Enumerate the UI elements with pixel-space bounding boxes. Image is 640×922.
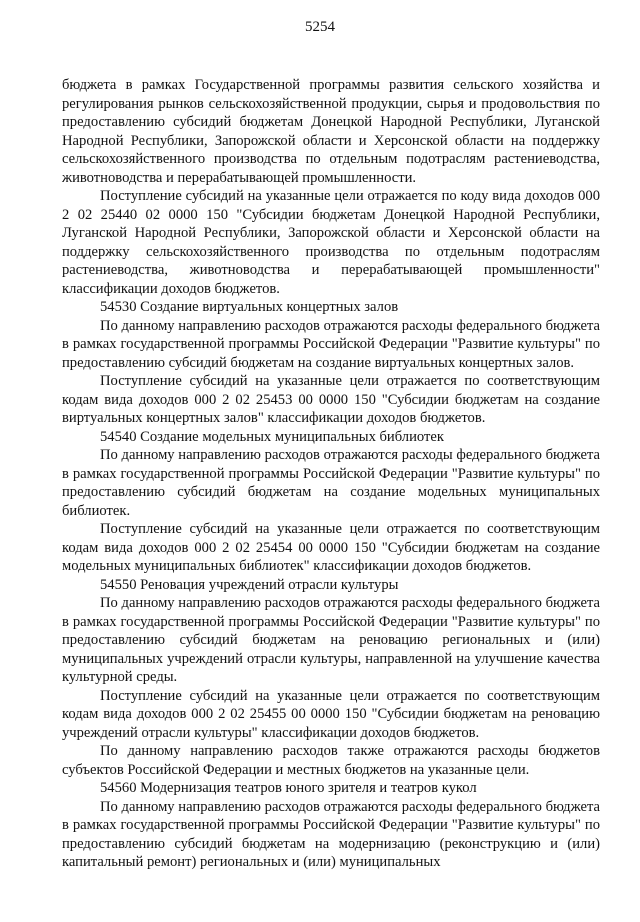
paragraph-54560-expenses: По данному направлению расходов отражаются расходы федерального бюджета в рамках государственной программы Российской Федерации "Развитие культуры" по предоставлению субсидий бюджетам на модернизацию (реконструкцию и (или) капитальный ремонт) региональных и (или) муниципальных bbox=[62, 798, 600, 870]
paragraph-54550-expenses: По данному направлению расходов отражаются расходы федерального бюджета в рамках государственной программы Российской Федерации "Развитие культуры" по предоставлению субсидий бюджетам на реновацию региональных и (или) муниципальных учреждений отрасли культуры, направленной на улучшение качества культурной среды. bbox=[62, 595, 600, 685]
paragraph-54540-expenses: По данному направлению расходов отражаются расходы федерального бюджета в рамках государственной программы Российской Федерации "Развитие культуры" по предоставлению субсидий бюджетам на создание модельных муниципальных библиотек. bbox=[62, 447, 600, 519]
paragraph-54530-expenses: По данному направлению расходов отражаются расходы федерального бюджета в рамках государственной программы Российской Федерации "Развитие культуры" по предоставлению субсидий бюджетам на создание виртуальных концертных залов. bbox=[62, 317, 600, 371]
paragraph-54550-regional: По данному направлению расходов также отражаются расходы бюджетов субъектов Российской Федерации и местных бюджетов на указанные цели. bbox=[62, 743, 600, 778]
page-number: 5254 bbox=[305, 19, 335, 35]
heading-54540: 54540 Создание модельных муниципальных библиотек bbox=[100, 428, 444, 445]
heading-54550: 54550 Реновация учреждений отрасли культуры bbox=[100, 576, 399, 593]
document-body bbox=[62, 76, 600, 872]
paragraph-54530-revenue: Поступление субсидий на указанные цели отражается по соответствующим кодам вида доходов 000 2 02 25453 00 0000 150 "Субсидии бюджетам на создание виртуальных концертных залов" классификации доходов бюджетов. bbox=[62, 373, 600, 426]
paragraph-54550-revenue: Поступление субсидий на указанные цели отражается по соответствующим кодам вида доходов 000 2 02 25455 00 0000 150 "Субсидии бюджетам на реновацию учреждений отрасли культуры" классификации доходов бюджетов. bbox=[62, 687, 600, 741]
paragraph-54540-revenue: Поступление субсидий на указанные цели отражается по соответствующим кодам вида доходов 000 2 02 25454 00 0000 150 "Субсидии бюджетам на создание модельных муниципальных библиотек" классификации доходов бюджетов. bbox=[62, 521, 600, 574]
heading-54560: 54560 Модернизация театров юного зрителя и театров кукол bbox=[100, 780, 477, 796]
paragraph-continuation: бюджета в рамках Государственной программы развития сельского хозяйства и регулирования рынков сельскохозяйственной продукции, сырья и продовольствия по предоставлению субсидий бюджетам Донецкой Народной Республики, Луганской Народной Республики, Запорожской области и Херсонской области на поддержку сельскохозяйственного производства по отдельным подотраслям растениеводства, животноводства и перерабатывающей промышленности. bbox=[62, 77, 600, 186]
paragraph-revenue-code-25440: Поступление субсидий на указанные цели отражается по коду вида доходов 000 2 02 25440 02 0000 150 "Субсидии бюджетам Донецкой Народной Республики, Луганской Народной Республики, Запорожской области и Херсонской области на поддержку сельскохозяйственного производства по отдельным подотраслям растениеводства, животноводства и перерабатывающей промышленности" классификации доходов бюджетов. bbox=[62, 188, 600, 297]
heading-54530: 54530 Создание виртуальных концертных залов bbox=[100, 299, 399, 315]
